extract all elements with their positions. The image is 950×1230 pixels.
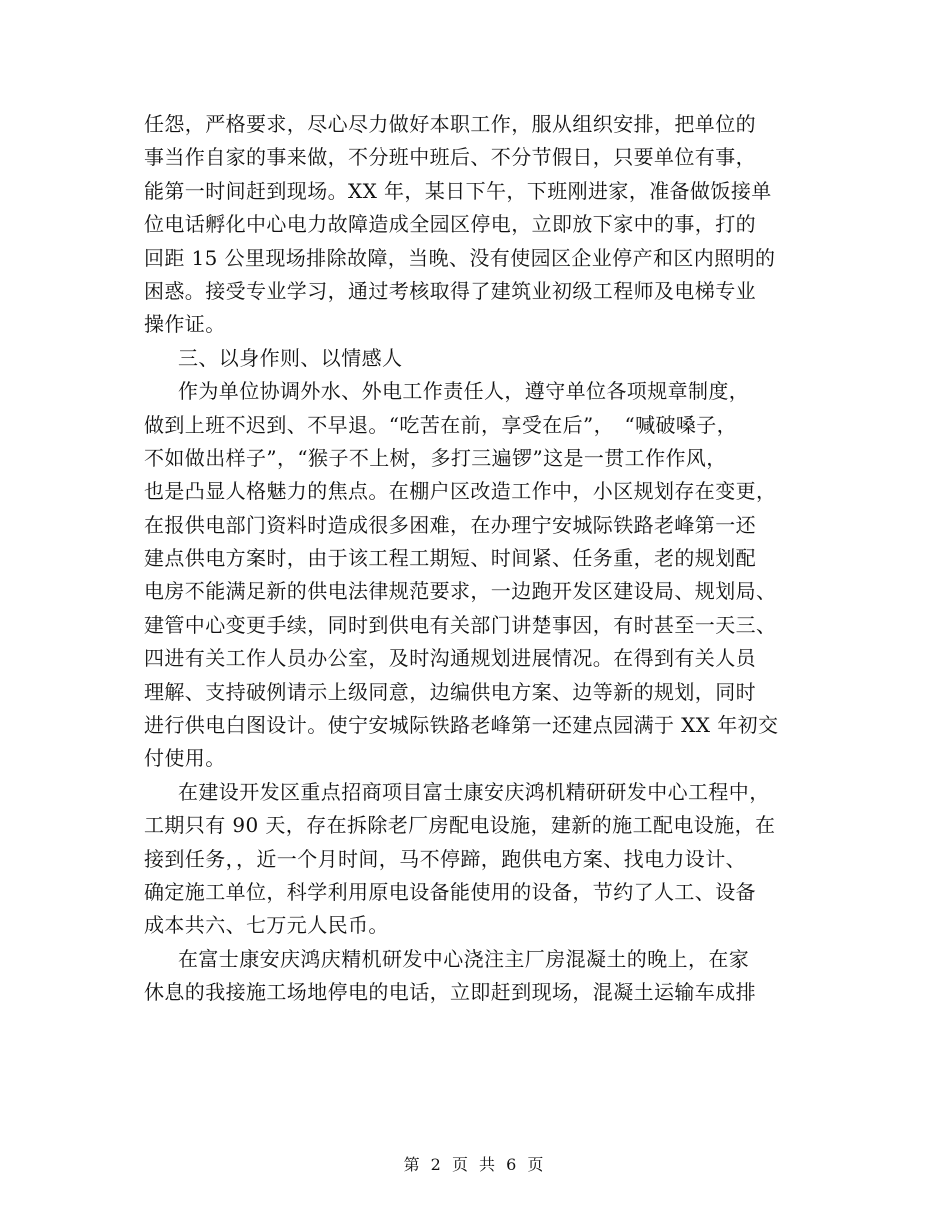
text-line: 作为单位协调外水、外电工作责任人，遵守单位各项规章制度， <box>178 379 750 404</box>
text-line: 也是凸显人格魅力的焦点。在棚户区改造工作中，小区规划存在变更， <box>144 479 777 504</box>
text-line: 不如做出样子”，“猴子不上树，多打三遍锣”这是一贯工作作风， <box>144 445 727 470</box>
text-line: 在建设开发区重点招商项目富士康安庆鸿机精研研发中心工程中， <box>178 779 770 804</box>
text-line: 理解、支持破例请示上级同意，边编供电方案、边等新的规划，同时 <box>144 679 756 704</box>
text-line: 工期只有 90 天，存在拆除老厂房配电设施，建新的施工配电设施，在 <box>144 813 776 838</box>
text-line: 任怨，严格要求，尽心尽力做好本职工作，服从组织安排，把单位的 <box>144 112 756 136</box>
document-body <box>144 108 804 1010</box>
text-line: 建点供电方案时，由于该工程工期短、时间紧、任务重，老的规划配 <box>144 546 756 571</box>
section-heading: 三、以身作则、以情感人 <box>178 345 403 370</box>
text-line: 做到上班不迟到、不早退。“吃苦在前，享受在后”， “喊破嗓子， <box>144 412 738 437</box>
text-line: 确定施工单位，科学利用原电设备能使用的设备，节约了人工、设备 <box>144 879 756 904</box>
text-line: 能第一时间赶到现场。XX 年，某日下午，下班刚进家，准备做饭接单 <box>144 178 772 203</box>
text-line: 回距 15 公里现场排除故障，当晚、没有使园区企业停产和区内照明的 <box>144 245 776 270</box>
text-line: 付使用。 <box>144 746 226 771</box>
text-line: 困惑。接受专业学习，通过考核取得了建筑业初级工程师及电梯专业 <box>144 278 756 303</box>
text-line: 事当作自家的事来做，不分班中班后、不分节假日，只要单位有事， <box>144 145 756 170</box>
text-line: 休息的我接施工场地停电的电话，立即赶到现场，混凝土运输车成排 <box>144 980 756 1005</box>
page-number: 第 2 页 共 6 页 <box>403 1155 547 1174</box>
text-line: 进行供电白图设计。使宁安城际铁路老峰第一还建点园满于 XX 年初交 <box>144 713 779 738</box>
text-line: 操作证。 <box>144 312 226 337</box>
text-line: 位电话孵化中心电力故障造成全园区停电，立即放下家中的事，打的 <box>144 212 756 237</box>
text-line: 接到任务，，近一个月时间，马不停蹄，跑供电方案、找电力设计、 <box>144 846 746 871</box>
text-line: 电房不能满足新的供电法律规范要求，一边跑开发区建设局、规划局、 <box>144 579 777 604</box>
text-line: 在富士康安庆鸿庆精机研发中心浇注主厂房混凝土的晚上，在家 <box>178 946 750 971</box>
text-line: 四进有关工作人员办公室，及时沟通规划进展情况。在得到有关人员 <box>144 646 756 671</box>
text-line: 成本共六、七万元人民币。 <box>144 913 389 938</box>
text-line: 在报供电部门资料时造成很多困难，在办理宁安城际铁路老峰第一还 <box>144 512 756 537</box>
text-line: 建管中心变更手续，同时到供电有关部门讲楚事因，有时甚至一天三、 <box>144 612 777 637</box>
